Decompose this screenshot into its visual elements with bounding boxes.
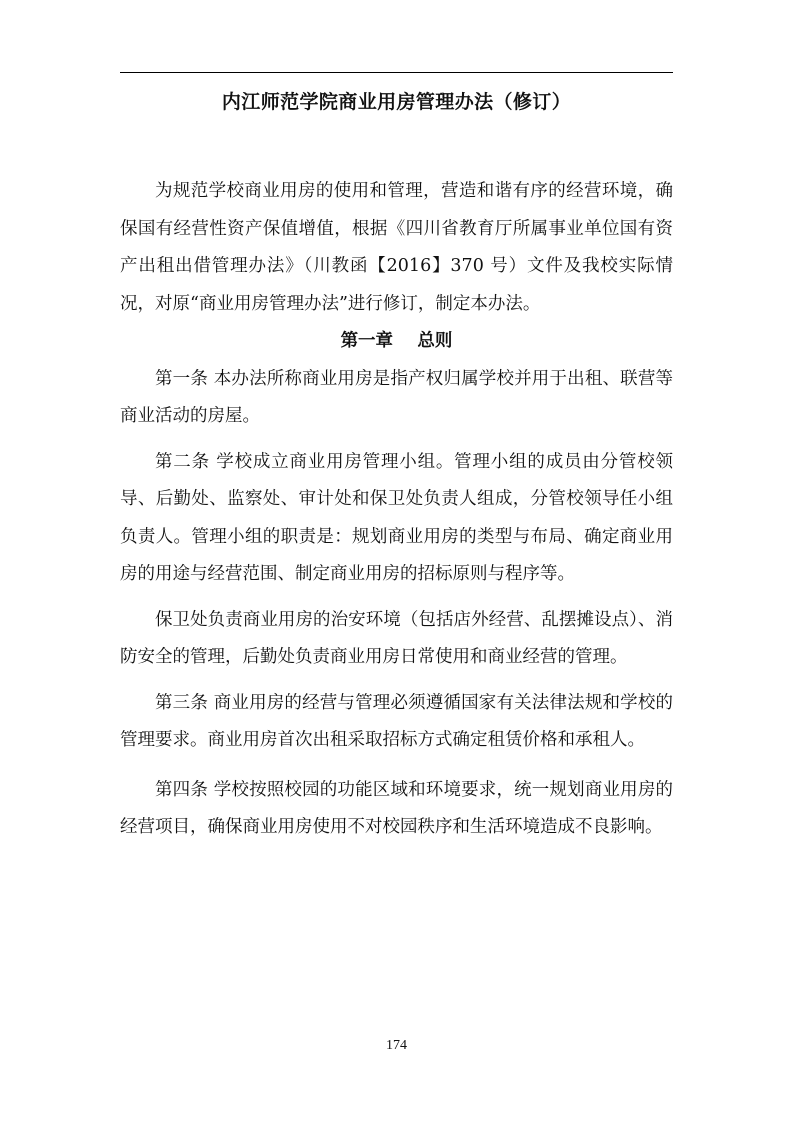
article-3: 第三条 商业用房的经营与管理必须遵循国家有关法律法规和学校的管理要求。商业用房首次出租采取招标方式确定租赁价格和承租人。	[120, 692, 673, 750]
page-number: 174	[386, 1038, 407, 1053]
article-2-supplement: 保卫处负责商业用房的治安环境（包括店外经营、乱摆摊设点）、消防安全的管理，后勤处负责商业用房日常使用和商业经营的管理。	[120, 609, 673, 667]
header-rule	[120, 72, 673, 73]
article-2: 第二条 学校成立商业用房管理小组。管理小组的成员由分管校领导、后勤处、监察处、审计处和保卫处负责人组成，分管校领导任小组负责人。管理小组的职责是：规划商业用房的类型与布局、确定商业用房的用途与经营范围、制定商业用房的招标原则与程序等。	[120, 451, 673, 584]
chapter-heading: 第一章 总则	[340, 331, 453, 351]
article-1: 第一条 本办法所称商业用房是指产权归属学校并用于出租、联营等商业活动的房屋。	[120, 368, 673, 426]
document-title: 内江师范学院商业用房管理办法（修订）	[221, 91, 572, 113]
document-body	[120, 173, 673, 847]
intro-paragraph: 为规范学校商业用房的使用和管理，营造和谐有序的经营环境，确保国有经营性资产保值增值，根据《四川省教育厅所属事业单位国有资产出租出借管理办法》（川教函【2016】370 号）文件及我校实际情况，对原“商业用房管理办法”进行修订，制定本办法。	[120, 181, 673, 314]
article-4: 第四条 学校按照校园的功能区域和环境要求，统一规划商业用房的经营项目，确保商业用房使用不对校园秩序和生活环境造成不良影响。	[120, 779, 673, 837]
